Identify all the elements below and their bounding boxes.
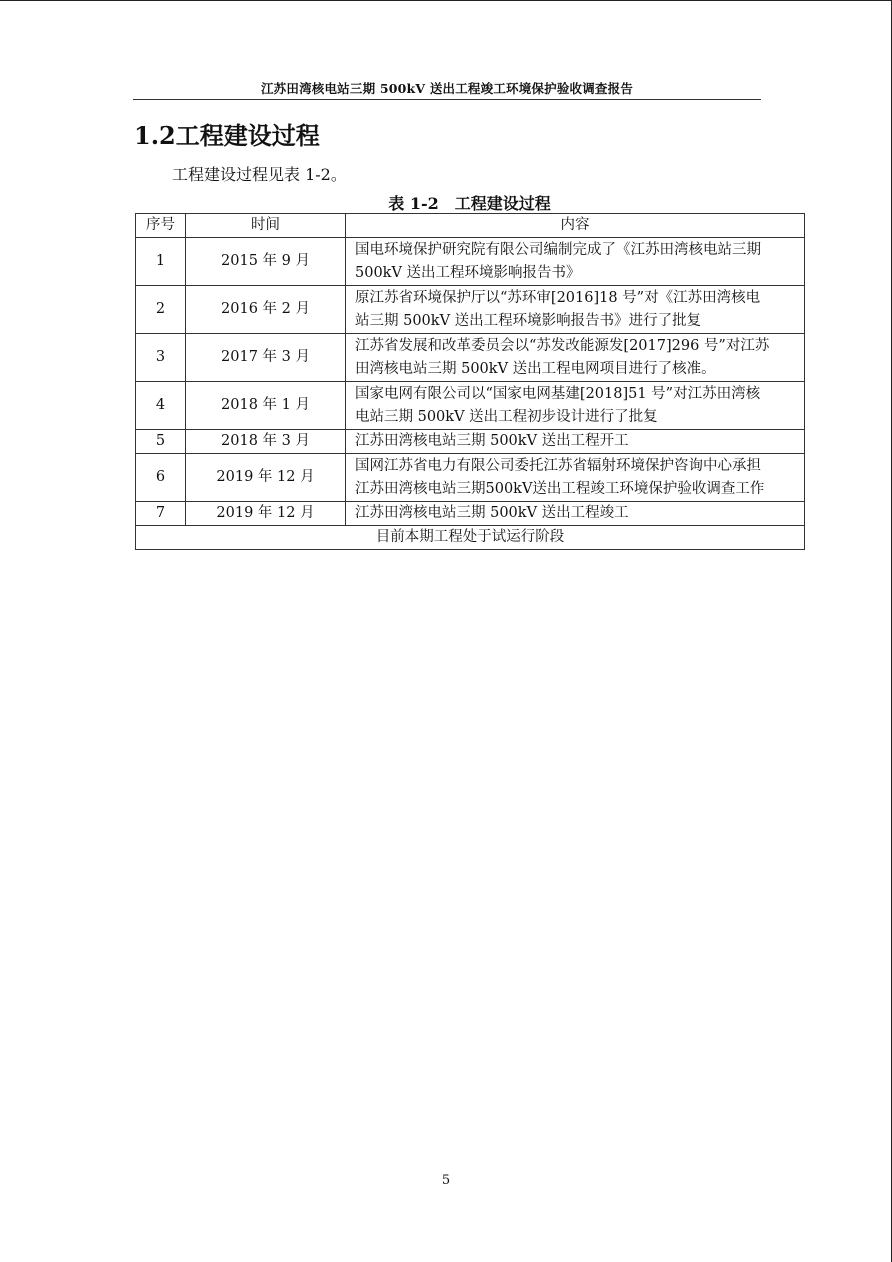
table-caption: 表 1-2 工程建设过程 <box>388 194 551 213</box>
table-header-row <box>136 214 805 238</box>
column-header-time: 时间 <box>186 214 346 238</box>
row-content-line: 国电环境保护研究院有限公司编制完成了《江苏田湾核电站三期 <box>355 241 761 258</box>
row-content <box>346 382 805 430</box>
table-footer-note: 目前本期工程处于试运行阶段 <box>136 526 805 550</box>
table-row <box>136 286 805 334</box>
row-content-line: 500kV 送出工程环境影响报告书》 <box>355 264 581 281</box>
column-header-index: 序号 <box>136 214 186 238</box>
row-index: 3 <box>136 334 186 382</box>
row-time: 2015 年 9 月 <box>186 238 346 286</box>
row-content-line: 电站三期 500kV 送出工程初步设计进行了批复 <box>355 408 658 425</box>
row-content <box>346 238 805 286</box>
row-content <box>346 430 805 454</box>
page-number: 5 <box>441 1173 451 1188</box>
row-content <box>346 286 805 334</box>
row-index: 6 <box>136 454 186 502</box>
row-content-line: 站三期 500kV 送出工程环境影响报告书》进行了批复 <box>355 312 702 329</box>
table-footer-row <box>136 526 805 550</box>
row-content-line: 国网江苏省电力有限公司委托江苏省辐射环境保护咨询中心承担 <box>355 457 761 474</box>
row-time: 2017 年 3 月 <box>186 334 346 382</box>
table-row <box>136 238 805 286</box>
row-content-line: 国家电网有限公司以“国家电网基建[2018]51 号”对江苏田湾核 <box>355 385 761 402</box>
construction-process-table <box>135 213 805 550</box>
row-index: 7 <box>136 502 186 526</box>
row-content <box>346 454 805 502</box>
row-content-line: 江苏田湾核电站三期500kV送出工程竣工环境保护验收调查工作 <box>355 480 765 497</box>
row-content <box>346 502 805 526</box>
column-header-content: 内容 <box>346 214 805 238</box>
table-row <box>136 454 805 502</box>
row-time: 2019 年 12 月 <box>186 454 346 502</box>
row-content-line: 江苏田湾核电站三期 500kV 送出工程开工 <box>355 433 629 449</box>
table-row <box>136 430 805 454</box>
row-time: 2019 年 12 月 <box>186 502 346 526</box>
row-content-line: 江苏田湾核电站三期 500kV 送出工程竣工 <box>355 505 629 521</box>
intro-paragraph: 工程建设过程见表 1-2。 <box>172 165 347 184</box>
row-index: 4 <box>136 382 186 430</box>
row-content-line: 原江苏省环境保护厅以“苏环审[2016]18 号”对《江苏田湾核电 <box>355 289 761 306</box>
header-rule <box>133 99 761 100</box>
row-time: 2018 年 1 月 <box>186 382 346 430</box>
row-index: 2 <box>136 286 186 334</box>
section-title: 1.2工程建设过程 <box>134 121 320 150</box>
table-row <box>136 334 805 382</box>
table-row <box>136 502 805 526</box>
row-content-line: 田湾核电站三期 500kV 送出工程电网项目进行了核准。 <box>355 360 716 377</box>
row-content <box>346 334 805 382</box>
row-content-line: 江苏省发展和改革委员会以“苏发改能源发[2017]296 号”对江苏 <box>355 337 770 354</box>
row-index: 5 <box>136 430 186 454</box>
page-top-border <box>0 0 892 1</box>
table-row <box>136 382 805 430</box>
row-index: 1 <box>136 238 186 286</box>
running-header: 江苏田湾核电站三期 500kV 送出工程竣工环境保护验收调查报告 <box>260 81 634 96</box>
row-time: 2016 年 2 月 <box>186 286 346 334</box>
row-time: 2018 年 3 月 <box>186 430 346 454</box>
